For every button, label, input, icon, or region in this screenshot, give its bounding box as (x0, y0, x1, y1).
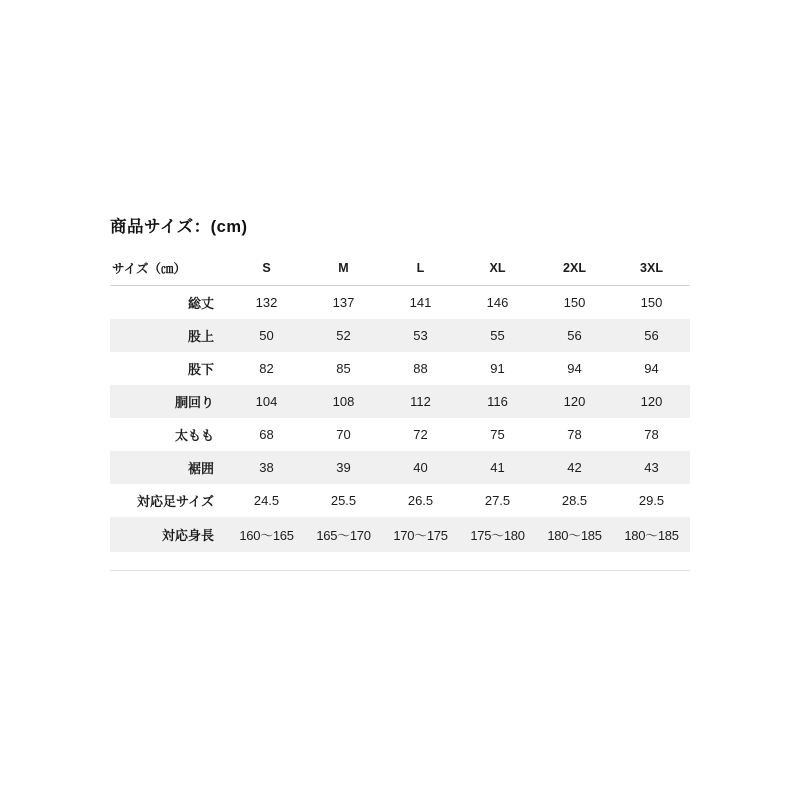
table-row (110, 385, 690, 418)
table-row (110, 319, 690, 352)
table-cell: 120 (536, 385, 613, 418)
table-cell: 40 (382, 451, 459, 484)
table-cell: 146 (486, 294, 509, 310)
table-cell: 104 (228, 385, 305, 418)
table-cell: 38 (228, 451, 305, 484)
table-cell: 150 (563, 294, 586, 310)
table-cell: 116 (459, 385, 536, 418)
table-cell: 88 (413, 360, 428, 376)
table-cell: 165〜170 (305, 517, 382, 552)
column-header-3xl: 3XL (613, 252, 690, 286)
row-label: 股上 (110, 319, 228, 352)
row-label: 総丈 (187, 295, 214, 311)
table-cell: 112 (382, 385, 459, 418)
table-cell: 175〜180 (459, 517, 536, 552)
row-label: 対応身長 (110, 517, 228, 552)
table-cell: 50 (228, 319, 305, 352)
column-header-m: M (305, 252, 382, 286)
table-cell: 42 (536, 451, 613, 484)
table-cell: 108 (305, 385, 382, 418)
table-row (110, 352, 690, 385)
column-header-s: S (228, 252, 305, 286)
row-label: 太もも (174, 427, 214, 443)
page-title: 商品サイズ：(cm) (110, 218, 248, 236)
table-cell: 39 (305, 451, 382, 484)
table-cell: 78 (644, 426, 659, 442)
table-header (110, 252, 690, 286)
table-cell: 82 (259, 360, 274, 376)
row-label: 対応足サイズ (137, 493, 214, 509)
table-cell: 56 (613, 319, 690, 352)
table-row (110, 285, 690, 319)
table-cell: 170〜175 (382, 517, 459, 552)
size-table (110, 252, 690, 552)
table-cell: 56 (536, 319, 613, 352)
bottom-divider (110, 570, 690, 571)
table-cell: 85 (336, 360, 351, 376)
table-cell: 132 (255, 294, 278, 310)
table-header-row (110, 252, 690, 286)
table-cell: 180〜185 (536, 517, 613, 552)
table-cell: 141 (409, 294, 432, 310)
table-row (110, 517, 690, 552)
table-body (110, 285, 690, 552)
column-header-2xl: 2XL (536, 252, 613, 286)
table-cell: 24.5 (253, 492, 280, 508)
size-chart-container (110, 218, 690, 571)
table-cell: 120 (613, 385, 690, 418)
table-row (110, 451, 690, 484)
table-cell: 52 (305, 319, 382, 352)
table-cell: 53 (382, 319, 459, 352)
table-cell: 150 (640, 294, 663, 310)
table-cell: 29.5 (638, 492, 665, 508)
column-header-label: サイズ（㎝） (110, 252, 228, 286)
table-cell: 137 (332, 294, 355, 310)
row-label: 胴回り (110, 385, 228, 418)
table-cell: 70 (336, 426, 351, 442)
table-cell: 26.5 (407, 492, 434, 508)
row-label: 股下 (187, 361, 214, 377)
column-header-xl: XL (459, 252, 536, 286)
table-cell: 180〜185 (613, 517, 690, 552)
table-cell: 94 (567, 360, 582, 376)
table-cell: 94 (644, 360, 659, 376)
table-cell: 28.5 (561, 492, 588, 508)
table-cell: 27.5 (484, 492, 511, 508)
table-cell: 41 (459, 451, 536, 484)
table-cell: 72 (413, 426, 428, 442)
table-cell: 91 (490, 360, 505, 376)
table-row (110, 484, 690, 517)
table-cell: 25.5 (330, 492, 357, 508)
table-cell: 68 (259, 426, 274, 442)
table-cell: 78 (567, 426, 582, 442)
row-label: 裾囲 (110, 451, 228, 484)
table-cell: 160〜165 (228, 517, 305, 552)
table-row (110, 418, 690, 451)
table-cell: 55 (459, 319, 536, 352)
table-cell: 43 (613, 451, 690, 484)
column-header-l: L (382, 252, 459, 286)
table-cell: 75 (490, 426, 505, 442)
